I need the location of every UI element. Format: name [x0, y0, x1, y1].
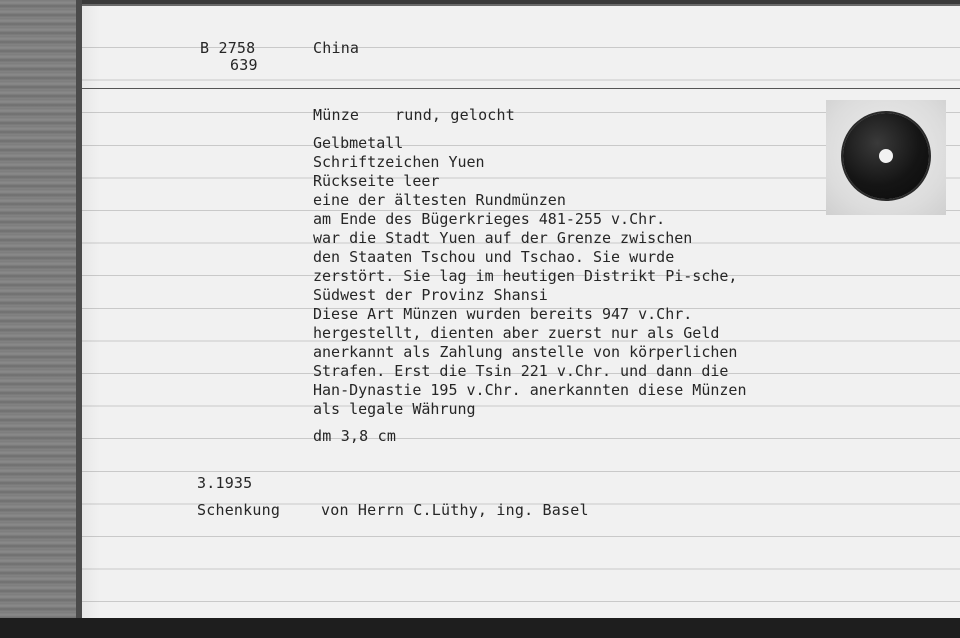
card-holder-edge [0, 0, 82, 638]
description-line: am Ende des Bügerkrieges 481-255 v.Chr. [313, 210, 666, 228]
description-line: Diese Art Münzen wurden bereits 947 v.Chr. [313, 305, 693, 323]
sub-number: 639 [230, 56, 258, 74]
object-shape: rund, gelocht [395, 106, 515, 124]
acquisition-method: Schenkung [197, 501, 281, 519]
acquisition-date: 3.1935 [197, 474, 253, 492]
bottom-shadow [0, 618, 960, 638]
country: China [313, 39, 360, 57]
acquisition-source: von Herrn C.Lüthy, ing. Basel [321, 501, 589, 519]
description-line: anerkannt als Zahlung anstelle von körperlichen [313, 343, 738, 361]
description-line: Han-Dynastie 195 v.Chr. anerkannten diese Münzen [313, 381, 747, 399]
header-rule [82, 88, 960, 89]
description-line: Gelbmetall [313, 134, 404, 152]
card-top-edge [82, 4, 960, 6]
dimension: dm 3,8 cm [313, 427, 397, 445]
description-line: als legale Währung [313, 400, 476, 418]
description-line: Schriftzeichen Yuen [313, 153, 485, 171]
coin-image [843, 113, 929, 199]
coin-hole [879, 149, 893, 163]
description-line: zerstört. Sie lag im heutigen Distrikt Pi-sche, [313, 267, 738, 285]
description-line: den Staaten Tschou und Tschao. Sie wurde [313, 248, 675, 266]
description-line: Rückseite leer [313, 172, 440, 190]
catalog-card [82, 4, 960, 618]
description-block [313, 134, 746, 419]
description-line: hergestellt, dienten aber zuerst nur als Geld [313, 324, 720, 342]
description-line: Strafen. Erst die Tsin 221 v.Chr. und dann die [313, 362, 729, 380]
inventory-number: B 2758 [200, 39, 256, 57]
coin-photo [826, 100, 946, 215]
description-line: Südwest der Provinz Shansi [313, 286, 548, 304]
description-line: war die Stadt Yuen auf der Grenze zwischen [313, 229, 693, 247]
description-line: eine der ältesten Rundmünzen [313, 191, 566, 209]
object-type: Münze [313, 106, 360, 124]
